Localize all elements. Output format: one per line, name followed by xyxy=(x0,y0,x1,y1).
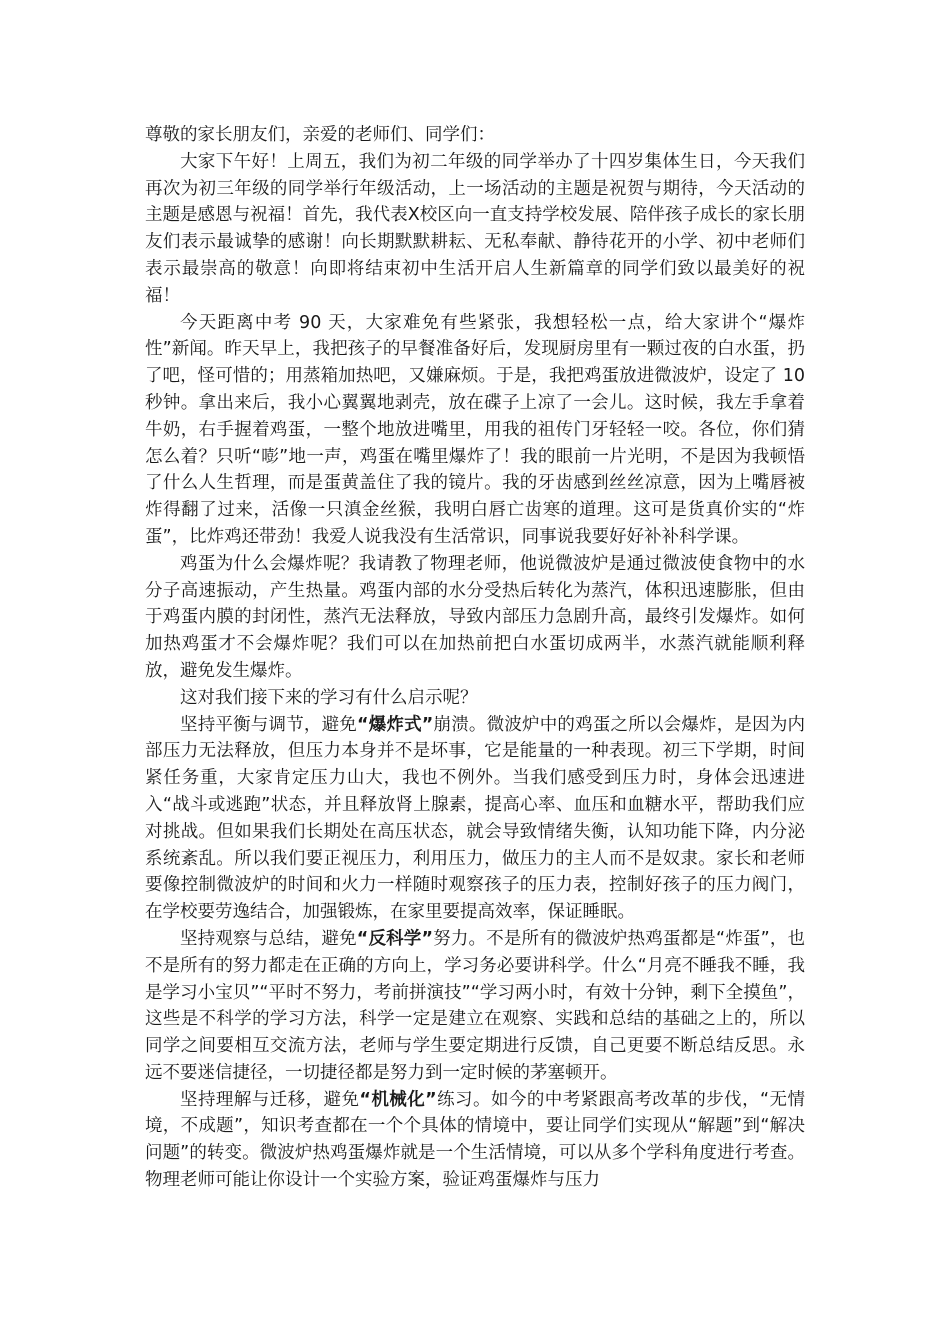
speech-text xyxy=(145,122,805,1194)
point-emphasis: “机械化” xyxy=(359,1089,437,1110)
paragraph-point-observation xyxy=(145,926,805,1087)
point-lead: 坚持理解与迁移，避免 xyxy=(180,1089,360,1110)
salutation: 尊敬的家长朋友们，亲爱的老师们、同学们： xyxy=(145,125,495,145)
point-lead: 坚持平衡与调节，避免 xyxy=(180,714,357,735)
point-lead: 坚持观察与总结，避免 xyxy=(180,928,357,949)
paragraph-opening: 大家下午好！上周五，我们为初二年级的同学举办了十四岁集体生日，今天我们再次为初三年级的同学举行年级活动，上一场活动的主题是祝贺与期待，今天活动的主题是感恩与祝福！首先，我代表X校区向一直支持学校发展、陪伴孩子成长的家长朋友们表示最诚挚的感谢！向长期默默耕耘、无私奉献、静待花开的小学、初中老师们表示最崇高的敬意！向即将结束初中生活开启人生新篇章的同学们致以最美好的祝福！ xyxy=(145,151,805,306)
point-emphasis: “爆炸式” xyxy=(357,714,434,735)
point-lead-end: 崩溃。 xyxy=(433,714,487,735)
paragraph-point-transfer xyxy=(145,1087,805,1194)
paragraph-egg-story: 今天距离中考 90 天，大家难免有些紧张，我想轻松一点，给大家讲个“爆炸性”新闻。昨天早上，我把孩子的早餐准备好后，发现厨房里有一颗过夜的白水蛋，扔了吧，怪可惜的；用蒸箱加热吧，又嫌麻烦。于是，我把鸡蛋放进微波炉，设定了 10 秒钟。拿出来后，我小心翼翼地剥壳，放在碟子上凉了一会儿。这时候，我左手拿着牛奶，右手握着鸡蛋，一整个地放进嘴里，用我的祖传门牙轻轻一咬。各位，你们猜怎么着？只听“嘭”地一声，鸡蛋在嘴里爆炸了！我的眼前一片光明，不是因为我顿悟了什么人生哲理，而是蛋黄盖住了我的镜片。我的牙齿感到丝丝凉意，因为上嘴唇被炸得翻了过来，活像一只滇金丝猴，我明白唇亡齿寒的道理。这可是货真价实的“炸蛋”，比炸鸡还带劲！我爱人说我没有生活常识，同事说我要好好补补科学课。 xyxy=(145,312,805,547)
point-body: 如今的中考紧跟高考改革的步伐，“无情境，不成题”，知识考查都在一个个具体的情境中，要让同学们实现从“解题”到“解决问题”的转变。微波炉热鸡蛋爆炸就是一个生活情境，可以从多个学科角度进行考查。物理老师可能让你设计一个实验方案，验证鸡蛋爆炸与压力 xyxy=(145,1089,805,1191)
paragraph-egg-explanation: 鸡蛋为什么会爆炸呢？我请教了物理老师，他说微波炉是通过微波使食物中的水分子高速振动，产生热量。鸡蛋内部的水分受热后转化为蒸汽，体积迅速膨胀，但由于鸡蛋内膜的封闭性，蒸汽无法释放，导致内部压力急剧升高，最终引发爆炸。如何加热鸡蛋才不会爆炸呢？我们可以在加热前把白水蛋切成两半，水蒸汽就能顺利释放，避免发生爆炸。 xyxy=(145,553,805,681)
point-body: 不是所有的微波炉热鸡蛋都是“炸蛋”，也不是所有的努力都走在正确的方向上，学习务必要讲科学。什么“月亮不睡我不睡，我是学习小宝贝”“平时不努力，考前拼演技”“学习两小时，有效十分钟，剩下全摸鱼”，这些是不科学的学习方法，科学一定是建立在观察、实践和总结的基础之上的，所以同学之间要相互交流方法，老师与学生要定期进行反馈，自己更要不断总结反思。永远不要迷信捷径，一切捷径都是努力到一定时候的茅塞顿开。 xyxy=(145,928,806,1083)
paragraph-point-balance xyxy=(145,712,805,926)
point-body: 微波炉中的鸡蛋之所以会爆炸，是因为内部压力无法释放，但压力本身并不是坏事，它是能量的一种表现。初三下学期，时间紧任务重，大家肯定压力山大，我也不例外。当我们感受到压力时，身体会迅速进入“战斗或逃跑”状态，并且释放肾上腺素，提高心率、血压和血糖水平，帮助我们应对挑战。但如果我们长期处在高压状态，就会导致情绪失衡，认知功能下降，内分泌系统紊乱。所以我们要正视压力，利用压力，做压力的主人而不是奴隶。家长和老师要像控制微波炉的时间和火力一样随时观察孩子的压力表，控制好孩子的压力阀门，在学校要劳逸结合，加强锻炼，在家里要提高效率，保证睡眠。 xyxy=(145,714,806,923)
point-lead-end: 努力。 xyxy=(432,928,487,949)
point-emphasis: “反科学” xyxy=(356,928,433,949)
paragraph-question: 这对我们接下来的学习有什么启示呢？ xyxy=(180,687,478,708)
point-lead-end: 练习。 xyxy=(436,1089,491,1110)
